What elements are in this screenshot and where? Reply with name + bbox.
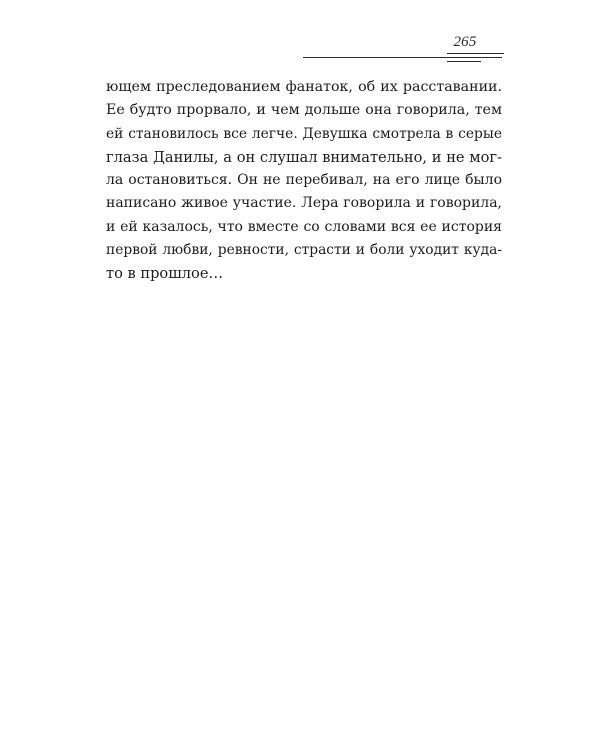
page-number: 265 xyxy=(453,34,477,50)
text-line: и ей казалось, что вместе со словами вся ее история xyxy=(106,218,502,235)
text-line: глаза Данилы, а он слушал внимательно, и не мог- xyxy=(106,148,502,166)
header-rule-top xyxy=(447,53,504,54)
header-rule-short xyxy=(447,61,481,62)
text-line: ей становилось все легче. Девушка смотрела в серые xyxy=(106,125,502,142)
header-rule-long xyxy=(303,57,502,58)
text-line-last: то в прошлое… xyxy=(106,265,224,283)
text-line: написано живое участие. Лера говорила и говорила, xyxy=(106,195,502,212)
body-paragraph xyxy=(106,76,502,286)
text-line: ла остановиться. Он не перебивал, на его лице было xyxy=(106,172,502,189)
text-line: ющем преследованием фанаток, об их расставании. xyxy=(106,79,502,95)
text-line: первой любви, ревности, страсти и боли уходит куда- xyxy=(106,242,502,259)
text-line: Ее будто прорвало, и чем дольше она говорила, тем xyxy=(106,102,502,119)
